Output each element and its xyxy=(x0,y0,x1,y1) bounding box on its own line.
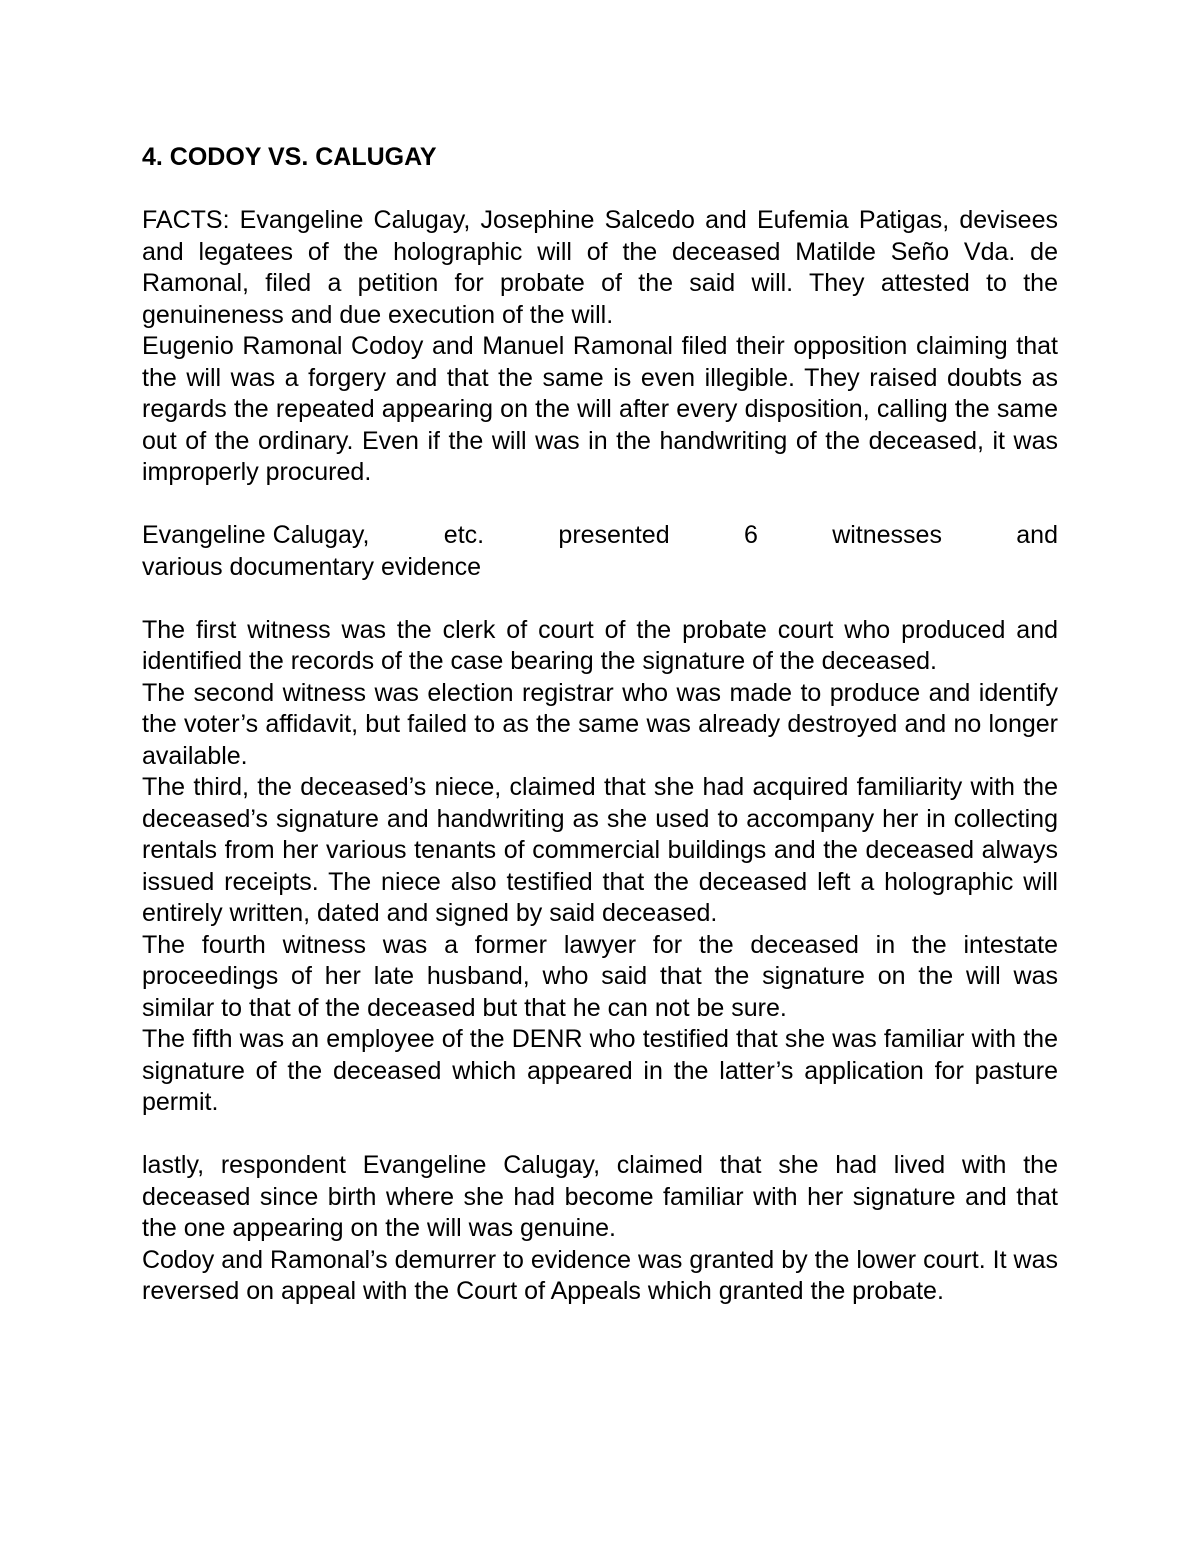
opposition-paragraph: Eugenio Ramonal Codoy and Manuel Ramonal filed their opposition claiming that the will was a forgery and that the same is even illegible. They raised doubts as regards the repeated appearing on the will after every disposition, calling the same out of the ordinary. Even if the will was in the handwriting of the deceased, it was improperly procured. xyxy=(142,332,1058,486)
witnesses-summary-line xyxy=(142,520,1058,552)
third-witness-paragraph: The third, the deceased’s niece, claimed that she had acquired familiarity with the deceased’s signature and handwriting as she used to accompany her in collecting rentals from her various tenants of commercial buildings and the deceased always issued receipts. The niece also testified that the deceased left a holographic will entirely written, dated and signed by said deceased. xyxy=(142,773,1058,927)
paragraph-gap xyxy=(142,1119,1058,1151)
summary-word: etc. xyxy=(443,521,485,549)
facts-paragraph: FACTS: Evangeline Calugay, Josephine Salcedo and Eufemia Patigas, devisees and legatees of the holographic will of the deceased Matilde Seño Vda. de Ramonal, filed a petition for probate of the said will. They attested to the genuineness and due execution of the will. xyxy=(142,206,1058,329)
fifth-witness-paragraph: The fifth was an employee of the DENR who testified that she was familiar with the signature of the deceased which appeared in the latter’s application for pasture permit. xyxy=(142,1025,1058,1116)
witnesses-summary-line-2: various documentary evidence xyxy=(142,552,482,581)
ruling-paragraph: Codoy and Ramonal’s demurrer to evidence was granted by the lower court. It was reversed on appeal with the Court of Appeals which granted the probate. xyxy=(142,1245,1058,1305)
fourth-witness-paragraph: The fourth witness was a former lawyer for the deceased in the intestate proceedings of her late husband, who said that the signature on the will was similar to that of the deceased but that he can not be sure. xyxy=(142,930,1058,1022)
last-witness-paragraph: lastly, respondent Evangeline Calugay, claimed that she had lived with the deceased since birth where she had become familiar with her signature and that the one appearing on the will was genuine. xyxy=(142,1151,1058,1242)
summary-word: 6 xyxy=(743,521,758,549)
paragraph-gap xyxy=(142,583,1058,615)
document-page xyxy=(142,142,1058,1308)
second-witness-paragraph: The second witness was election registrar who was made to produce and identify the voter’s affidavit, but failed to as the same was already destroyed and no longer available. xyxy=(142,678,1058,770)
paragraph-gap xyxy=(142,489,1058,521)
summary-word: presented xyxy=(558,521,670,549)
summary-word: and xyxy=(1016,521,1058,549)
first-witness-paragraph: The first witness was the clerk of court of the probate court who produced and identified the records of the case bearing the signature of the deceased. xyxy=(142,615,1058,675)
summary-word: Evangeline Calugay, xyxy=(142,521,370,549)
summary-word: witnesses xyxy=(832,521,942,549)
case-title: 4. CODOY VS. CALUGAY xyxy=(142,143,437,171)
